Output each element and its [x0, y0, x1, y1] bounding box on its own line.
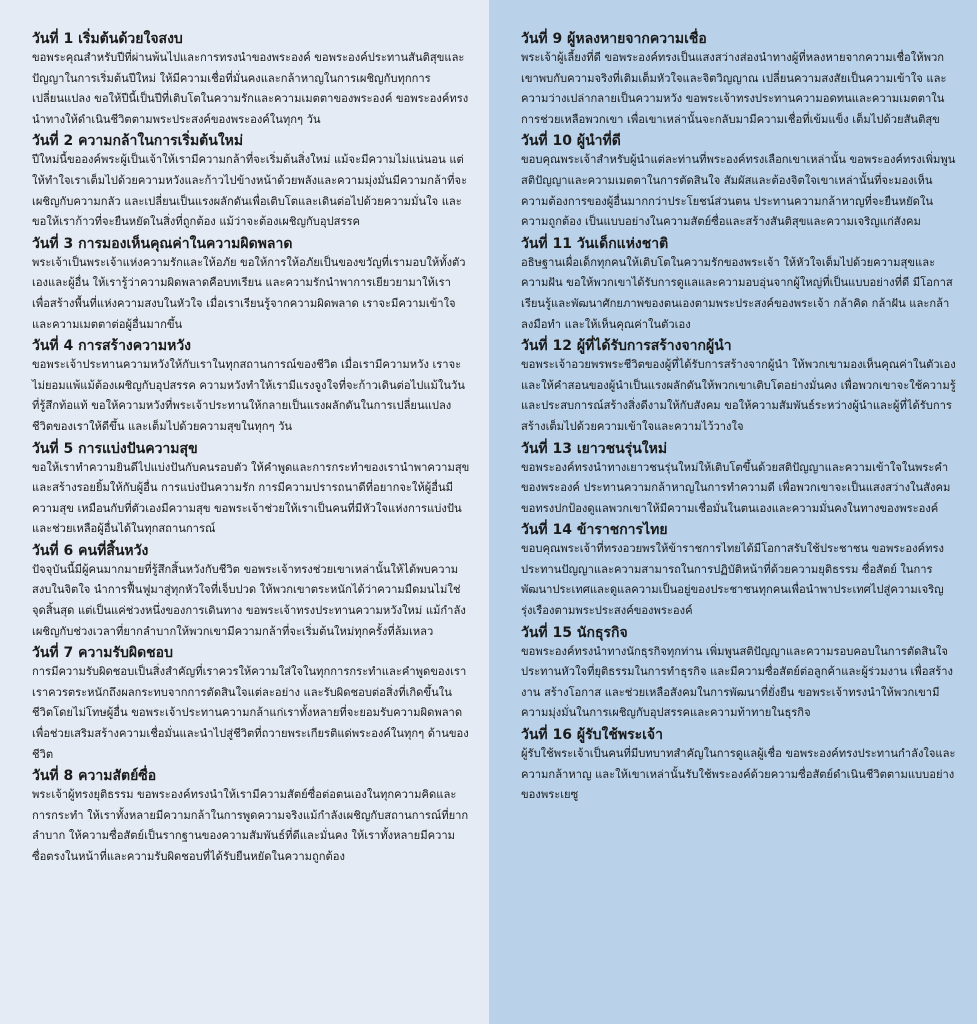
entry-title: วันที่ 15 นักธุรกิจ: [521, 624, 628, 641]
entry-body: ขอพระเจ้าประทานความหวังให้กับเราในทุกสถานการณ์ของชีวิต เมื่อเรามีความหวัง เราจะไม่ยอมแพ้แม้ต้องเผชิญกับอุปสรรค ความหวังทำให้เรามีแรงจูงใจที่จะก้าวเดินต่อไปแม้ในวันที่รู้สึกท้อแท้ ขอให้ความหวังที่พระเจ้าประทานให้กลายเป็นแรงผลักดันในการเปลี่ยนแปลงชีวิตของเราให้ดีขึ้น และเต็มไปด้วยความสุขในทุกๆ วัน: [32, 358, 465, 433]
prayer-entry-day-11: [521, 235, 959, 335]
entry-body: การมีความรับผิดชอบเป็นสิ่งสำคัญที่เราควรให้ความใส่ใจในทุกการกระทำและคำพูดของเรา เราควรตระหนักถึงผลกระทบจากการตัดสินใจแต่ละอย่าง และรับผิดชอบต่อสิ่งที่เกิดขึ้นในชีวิตโดยไม่โทษผู้อื่น ขอพระเจ้าประทานความกล้าแก่เราทั้งหลายที่จะยอมรับความผิดพลาด เพื่อช่วยเสริมสร้างความเชื่อมั่นและนำไปสู่ชีวิตที่ถวายพระเกียรติแด่พระองค์ในทุกๆ ด้านของชีวิต: [32, 665, 469, 761]
entry-body: พระเจ้าเป็นพระเจ้าแห่งความรักและให้อภัย ขอให้การให้อภัยเป็นของขวัญที่เรามอบให้ทั้งตัวเองและผู้อื่น ให้เรารู้ว่าความผิดพลาดคือบทเรียน และความรักนำพาการเยียวยามาให้เรา เพื่อสร้างพื้นที่แห่งความสงบในหัวใจ เมื่อเราเรียนรู้จากความผิดพลาด เราจะมีความเข้าใจและความเมตตาต่อผู้อื่นมากขึ้น: [32, 255, 466, 331]
entry-body: ขอพระเจ้าอวยพรพระชีวิตของผู้ที่ได้รับการสร้างจากผู้นำ ให้พวกเขามองเห็นคุณค่าในตัวเองและให้คำสอนของผู้นำเป็นแรงผลักดันให้พวกเขาเติบโตอย่างมั่นคง เพื่อพวกเขาจะใช้ความรู้และประสบการณ์สร้างสิ่งดีงามให้กับสังคม ขอให้ความสัมพันธ์ระหว่างผู้นำและผู้ที่ได้รับการสร้างเต็มไปด้วยความเข้าใจและความไว้วางใจ: [521, 358, 956, 433]
entry-title: วันที่ 6 คนที่สิ้นหวัง: [32, 542, 149, 559]
entry-title: วันที่ 3 การมองเห็นคุณค่าในความผิดพลาด: [32, 235, 293, 252]
prayer-entry-day-1: [32, 30, 471, 130]
entry-title: วันที่ 10 ผู้นำที่ดี: [521, 133, 621, 150]
entry-title: วันที่ 7 ความรับผิดชอบ: [32, 645, 173, 662]
entry-body: ขอบคุณพระเจ้าสำหรับผู้นำแต่ละท่านที่พระองค์ทรงเลือกเขาเหล่านั้น ขอพระองค์ทรงเพิ่มพูนสติปัญญาและความเมตตาในการตัดสินใจ สัมผัสและต้องจิตใจเขาเหล่านั้นที่จะมองเห็นความต้องการของผู้อื่นมากกว่าประโยชน์ส่วนตน ประทานความกล้าหาญที่จะยืนหยัดในความถูกต้อง เป็นแบบอย่างในความสัตย์ซื่อและสร้างสันติสุขและความเจริญแก่สังคม: [521, 153, 956, 229]
entry-title: วันที่ 13 เยาวชนรุ่นใหม่: [521, 440, 668, 457]
prayer-entry-day-10: [521, 132, 959, 232]
entry-title: วันที่ 9 ผู้หลงหายจากความเชื่อ: [521, 31, 707, 47]
entry-body: พระเจ้าผู้เลี้ยงที่ดี ขอพระองค์ทรงเป็นแสงสว่างส่องนำทางผู้ที่หลงหายจากความเชื่อให้พวกเขาพบกับความจริงที่เติมเต็มหัวใจและจิตวิญญาณ เปลี่ยนความสงสัยเป็นความเข้าใจ และความว่างเปล่ากลายเป็นความหวัง ขอพระเจ้าทรงประทานความอดทนและความเมตตาในการช่วยเหลือพวกเขา เพื่อเขาเหล่านั้นจะกลับมามีความเชื่อที่เข้มแข็ง เต็มไปด้วยสันติสุข: [521, 51, 947, 126]
entry-title: วันที่ 14 ข้าราชการไทย: [521, 522, 668, 539]
prayer-entry-day-16: [521, 726, 959, 806]
prayer-entry-day-12: [521, 337, 959, 437]
entry-title: วันที่ 12 ผู้ที่ได้รับการสร้างจากผู้นำ: [521, 338, 732, 355]
entry-body: ปีใหม่นี้ขอองค์พระผู้เป็นเจ้าให้เรามีความกล้าที่จะเริ่มต้นสิ่งใหม่ แม้จะมีความไม่แน่นอน แต่ให้ทำใจเราเต็มไปด้วยความหวังและก้าวไปข้างหน้าด้วยพลังและความมุ่งมั่นมีความกล้าที่จะเผชิญกับความกลัว และเปลี่ยนเป็นแรงผลักดันเพื่อเติบโตและเดินต่อไปด้วยความมั่นใจ และขอให้เราก้าวที่จะยืนหยัดในสิ่งที่ถูกต้อง แม้ว่าจะต้องเผชิญกับอุปสรรค: [32, 153, 468, 229]
entry-body: ปัจจุบันนี้มีผู้คนมากมายที่รู้สึกสิ้นหวังกับชีวิต ขอพระเจ้าทรงช่วยเขาเหล่านั้นให้ได้พบความสงบในจิตใจ นำการฟื้นฟูมาสู่ทุกหัวใจที่เจ็บปวด ให้พวกเขาตระหนักได้ว่าความมืดมนไม่ใช่จุดสิ้นสุด แต่เป็นแค่ช่วงหนึ่งของการเดินทาง ขอพระเจ้าทรงประทานความหวังใหม่ แม้กำลังเผชิญกับช่วงเวลาที่ยากลำบากให้พวกเขามีความกล้าที่จะเริ่มต้นใหม่ทุกครั้งที่ล้มเหลว: [32, 562, 466, 638]
entry-body: อธิษฐานเผื่อเด็กทุกคนให้เติบโตในความรักของพระเจ้า ให้หัวใจเต็มไปด้วยความสุขและความฝัน ขอให้พวกเขาได้รับการดูแลและความอบอุ่นจากผู้ใหญ่ที่เป็นแบบอย่างที่ดี มีโอกาสเรียนรู้และพัฒนาศักยภาพของตนเองตามพระประสงค์ของพระเจ้า กล้าคิด กล้าฝัน และกล้าลงมือทำ และให้เห็นคุณค่าในตัวเอง: [521, 255, 953, 331]
entry-title: วันที่ 8 ความสัตย์ซื่อ: [32, 768, 157, 785]
entry-body: ขอพระองค์ทรงนำทางเยาวชนรุ่นใหม่ให้เติบโตขึ้นด้วยสติปัญญาและความเข้าใจในพระคำของพระองค์ ประทานความกล้าหาญในการทำความดี เพื่อพวกเขาจะเป็นแสงสว่างในสังคม ขอทรงปกป้องดูแลพวกเขาให้มีความเชื่อมั่นในตนเองและความมั่นคงในทางของพระองค์: [521, 460, 951, 515]
prayer-entry-day-7: [32, 644, 471, 765]
prayer-entry-day-13: [521, 440, 959, 520]
prayer-entry-day-9: [521, 30, 959, 130]
entry-body: ผู้รับใช้พระเจ้าเป็นคนที่มีบทบาทสำคัญในการดูแลผู้เชื่อ ขอพระองค์ทรงประทานกำลังใจและความกล้าหาญ และให้เขาเหล่านั้นรับใช้พระองค์ด้วยความซื่อสัตย์ดำเนินชีวิตตามแบบอย่างของพระเยซู: [521, 747, 956, 802]
entry-title: วันที่ 2 ความกล้าในการเริ่มต้นใหม่: [32, 133, 244, 150]
entry-title: วันที่ 11 วันเด็กแห่งชาติ: [521, 235, 669, 252]
prayer-entry-day-3: [32, 235, 471, 335]
prayer-entry-day-4: [32, 337, 471, 437]
prayer-entry-day-14: [521, 521, 959, 621]
entry-title: วันที่ 1 เริ่มต้นด้วยใจสงบ: [32, 31, 183, 47]
entry-body: ขอพระองค์ทรงนำทางนักธุรกิจทุกท่าน เพิ่มพูนสติปัญญาและความรอบคอบในการตัดสินใจ ประทานหัวใจที่ยุติธรรมในการทำธุรกิจ และมีความซื่อสัตย์ต่อลูกค้าและผู้ร่วมงาน เพื่อสร้างงาน สร้างโอกาส และช่วยเหลือสังคมในการพัฒนาที่ยั่งยืน ขอพระเจ้าทรงนำให้พวกเขามีความมุ่งมั่นในการเผชิญกับอุปสรรคและความท้าทายในธุรกิจ: [521, 644, 954, 720]
entry-body: พระเจ้าผู้ทรงยุติธรรม ขอพระองค์ทรงนำให้เรามีความสัตย์ซื่อต่อตนเองในทุกความคิดและการกระทำ ให้เราทั้งหลายมีความกล้าในการพูดความจริงแม้กำลังเผชิญกับสถานการณ์ที่ยากลำบาก ให้ความซื่อสัตย์เป็นรากฐานของความสัมพันธ์ที่ดีและมั่นคง ให้เราทั้งหลายมีความซื่อตรงในหน้าที่และความรับผิดชอบที่ได้รับยืนหยัดในความถูกต้อง: [32, 788, 469, 863]
prayer-entry-day-15: [521, 624, 959, 724]
entry-body: ขอให้เราทำความยินดีไปแบ่งปันกับคนรอบตัว ให้คำพูดและการกระทำของเรานำพาความสุขและสร้างรอยยิ้มให้กับผู้อื่น การแบ่งปันความรัก การมีความปรารถนาดีที่อยากจะให้ผู้อื่นมีความสุข เหมือนกับที่ตัวเองมีความสุข ขอพระเจ้าช่วยให้เราเป็นคนที่มีหัวใจแห่งการแบ่งปันและช่วยเหลือผู้อื่นได้ในทุกสถานการณ์: [32, 460, 470, 536]
entry-body: ขอบคุณพระเจ้าที่ทรงอวยพรให้ข้าราชการไทยได้มีโอกาสรับใช้ประชาชน ขอพระองค์ทรงประทานปัญญาและความสามารถในการปฏิบัติหน้าที่ด้วยความยุติธรรม ซื่อสัตย์ ในการพัฒนาประเทศและดูแลความเป็นอยู่ของประชาชนทุกคนเพื่อนำพาประเทศไปสู่ความเจริญรุ่งเรืองตามพระประสงค์ของพระองค์: [521, 542, 944, 618]
entry-title: วันที่ 16 ผู้รับใช้พระเจ้า: [521, 727, 663, 744]
prayer-entry-day-5: [32, 440, 471, 540]
right-column: [489, 0, 977, 1024]
entry-title: วันที่ 5 การแบ่งปันความสุข: [32, 440, 198, 457]
entry-body: ขอพระคุณสำหรับปีที่ผ่านพ้นไปและการทรงนำของพระองค์ ขอพระองค์ประทานสันติสุขและปัญญาในการเริ่มต้นปีใหม่ ให้มีความเชื่อที่มั่นคงและกล้าหาญในการเผชิญกับทุกการเปลี่ยนแปลง ขอให้ปีนี้เป็นปีที่เติบโตในความรักและความเมตตาของพระองค์ ขอพระองค์ทรงนำทางให้ดำเนินชีวิตตามพระประสงค์ของพระองค์ในทุกๆ วัน: [32, 51, 469, 126]
prayer-entry-day-2: [32, 132, 471, 232]
prayer-entry-day-6: [32, 542, 471, 642]
entry-title: วันที่ 4 การสร้างความหวัง: [32, 338, 192, 355]
prayer-entry-day-8: [32, 767, 471, 867]
